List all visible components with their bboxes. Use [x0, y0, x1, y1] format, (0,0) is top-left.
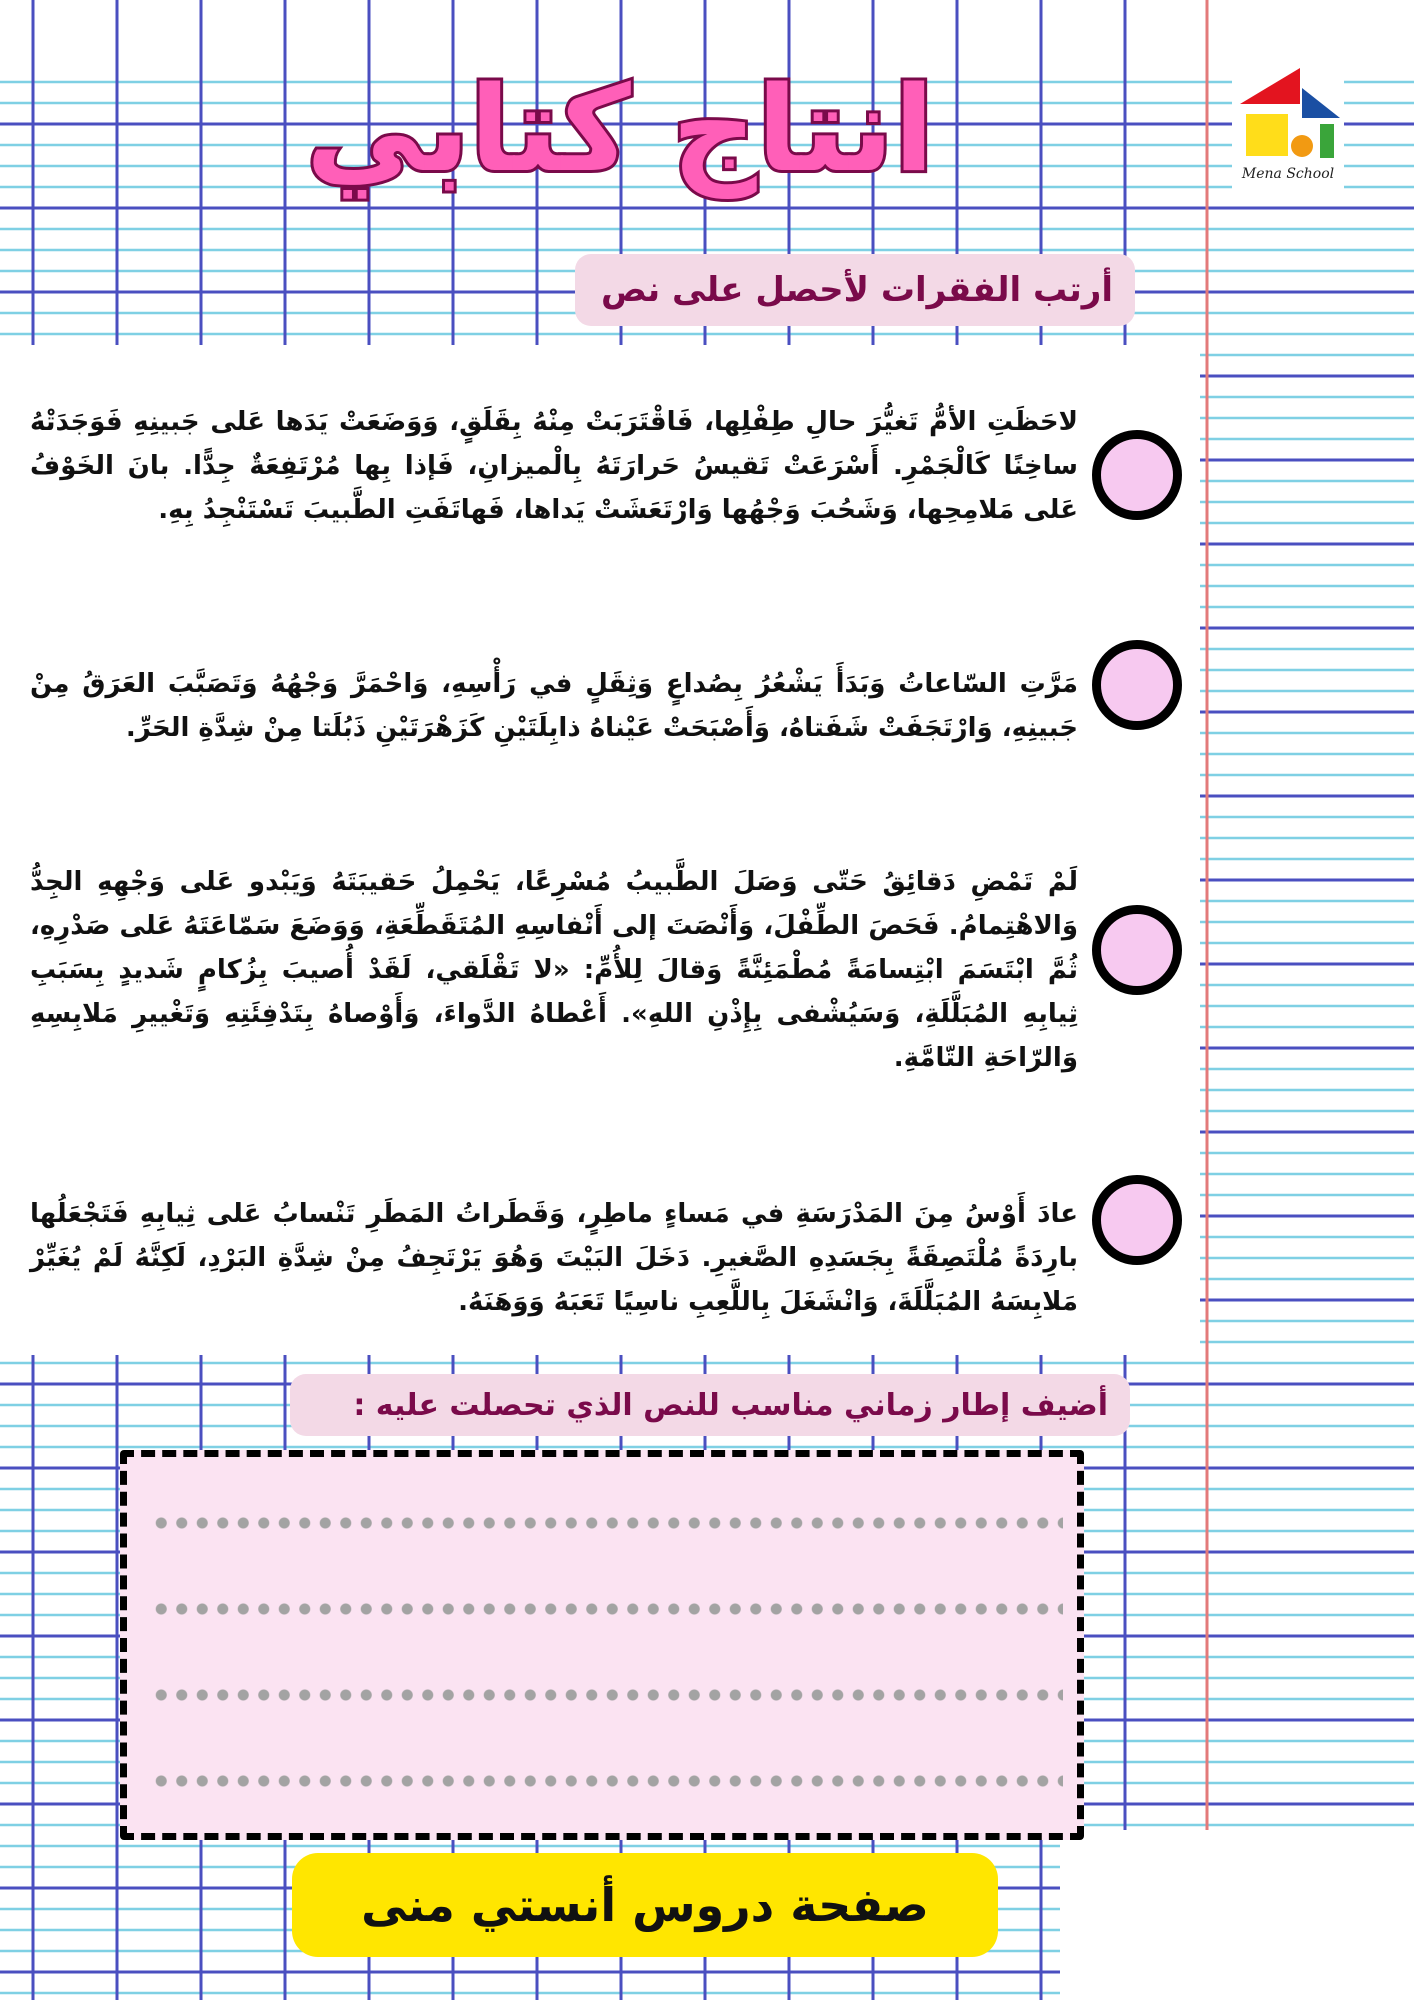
- logo-green-bar-icon: [1320, 124, 1334, 158]
- mena-school-logo: [1232, 66, 1344, 196]
- paragraph-1: لاحَظَتِ الأمُّ تَغيُّرَ حالِ طِفْلِها، فَاقْتَرَبَتْ مِنْهُ بِقَلَقٍ، وَوَضَعَتْ يَدَها عَلى جَبينِهِ فَوَجَدَتْهُ ساخِنًا كَالْجَمْرِ. أَسْرَعَتْ تَقيسُ حَرارَتَهُ بِالْميزانِ، فَإذا بِها مُرْتَفِعَةٌ جِدًّا. بانَ الخَوْفُ عَلى مَلامِحِها، وَشَحُبَ وَجْهُها وَارْتَعَشَتْ يَداها، فَهاتَفَتِ الطَّبيبَ تَسْتَنْجِدُ بِهِ.: [30, 407, 1078, 525]
- order-circle-4[interactable]: [1092, 1175, 1182, 1265]
- order-circle-1[interactable]: [1092, 430, 1182, 520]
- logo-yellow-square-icon: [1246, 114, 1288, 156]
- paragraph-4: عادَ أَوْسُ مِنَ المَدْرَسَةِ في مَساءٍ ماطِرٍ، وَقَطَراتُ المَطَرِ تَنْسابُ عَلى ثِيابِهِ فَتَجْعَلُها بارِدَةً مُلْتَصِقَةً بِجَسَدِهِ الصَّغيرِ. دَخَلَ البَيْتَ وَهُوَ يَرْتَجِفُ مِنْ شِدَّةِ البَرْدِ، لَكِنَّهُ لَمْ يُغَيِّرْ مَلابِسَهُ المُبَلَّلَةَ، وَانْشَغَلَ بِاللَّعِبِ ناسِيًا تَعَبَهُ وَوَهَنَهُ.: [30, 1199, 1078, 1317]
- paragraph-2: مَرَّتِ السّاعاتُ وَبَدَأَ يَشْعُرُ بِصُداعٍ وَثِقَلٍ في رَأْسِهِ، وَاحْمَرَّ وَجْهُهُ وَتَصَبَّبَ العَرَقُ مِنْ جَبينِهِ، وَارْتَجَفَتْ شَفَتاهُ، وَأَصْبَحَتْ عَيْناهُ ذابِلَتَيْنِ كَزَهْرَتَيْنِ ذَبُلَتا مِنْ شِدَّةِ الحَرِّ.: [30, 669, 1078, 743]
- title-text: انتاج كتابي: [305, 60, 935, 198]
- logo-text: Mena School: [1241, 166, 1335, 182]
- answer-box[interactable]: [120, 1450, 1084, 1840]
- logo-orange-circle-icon: [1291, 135, 1313, 157]
- dotted-writing-line[interactable]: [151, 1689, 1063, 1701]
- instruction-time-frame: أضيف إطار زماني مناسب للنص الذي تحصلت عليه :: [290, 1374, 1130, 1436]
- paragraph-3: لَمْ تَمْضِ دَقائِقُ حَتّى وَصَلَ الطَّبيبُ مُسْرِعًا، يَحْمِلُ حَقيبَتَهُ وَيَبْدو عَلى وَجْهِهِ الجِدُّ وَالاهْتِمامُ. فَحَصَ الطِّفْلَ، وَأَنْصَتَ إلى أَنْفاسِهِ المُتَقَطِّعَةِ، وَوَضَعَ سَمّاعَتَهُ عَلى صَدْرِهِ، ثُمَّ ابْتَسَمَ ابْتِسامَةً مُطْمَئِنَّةً وَقالَ لِلأُمِّ: «لا تَقْلَقي، لَقَدْ أُصيبَ بِزُكامٍ شَديدٍ بِسَبَبِ ثِيابِهِ المُبَلَّلَةِ، وَسَيُشْفى بِإِذْنِ اللهِ». أَعْطاهُ الدَّواءَ، وَأَوْصاهُ بِتَدْفِئَتِهِ وَتَغْييرِ مَلابِسِهِ وَالرّاحَةِ التّامَّةِ.: [30, 867, 1078, 1073]
- logo-blue-triangle-icon: [1302, 88, 1340, 118]
- blank-area: [1060, 1830, 1414, 2000]
- dotted-writing-line[interactable]: [151, 1517, 1063, 1529]
- dotted-writing-line[interactable]: [151, 1775, 1063, 1787]
- order-circle-3[interactable]: [1092, 905, 1182, 995]
- logo-red-roof-icon: [1240, 68, 1300, 104]
- footer-banner: صفحة دروس أنستي منى: [292, 1853, 998, 1957]
- order-circle-2[interactable]: [1092, 640, 1182, 730]
- dotted-writing-line[interactable]: [151, 1603, 1063, 1615]
- instruction-order-paragraphs: أرتب الفقرات لأحصل على نص: [575, 254, 1135, 326]
- page-title: [305, 40, 935, 230]
